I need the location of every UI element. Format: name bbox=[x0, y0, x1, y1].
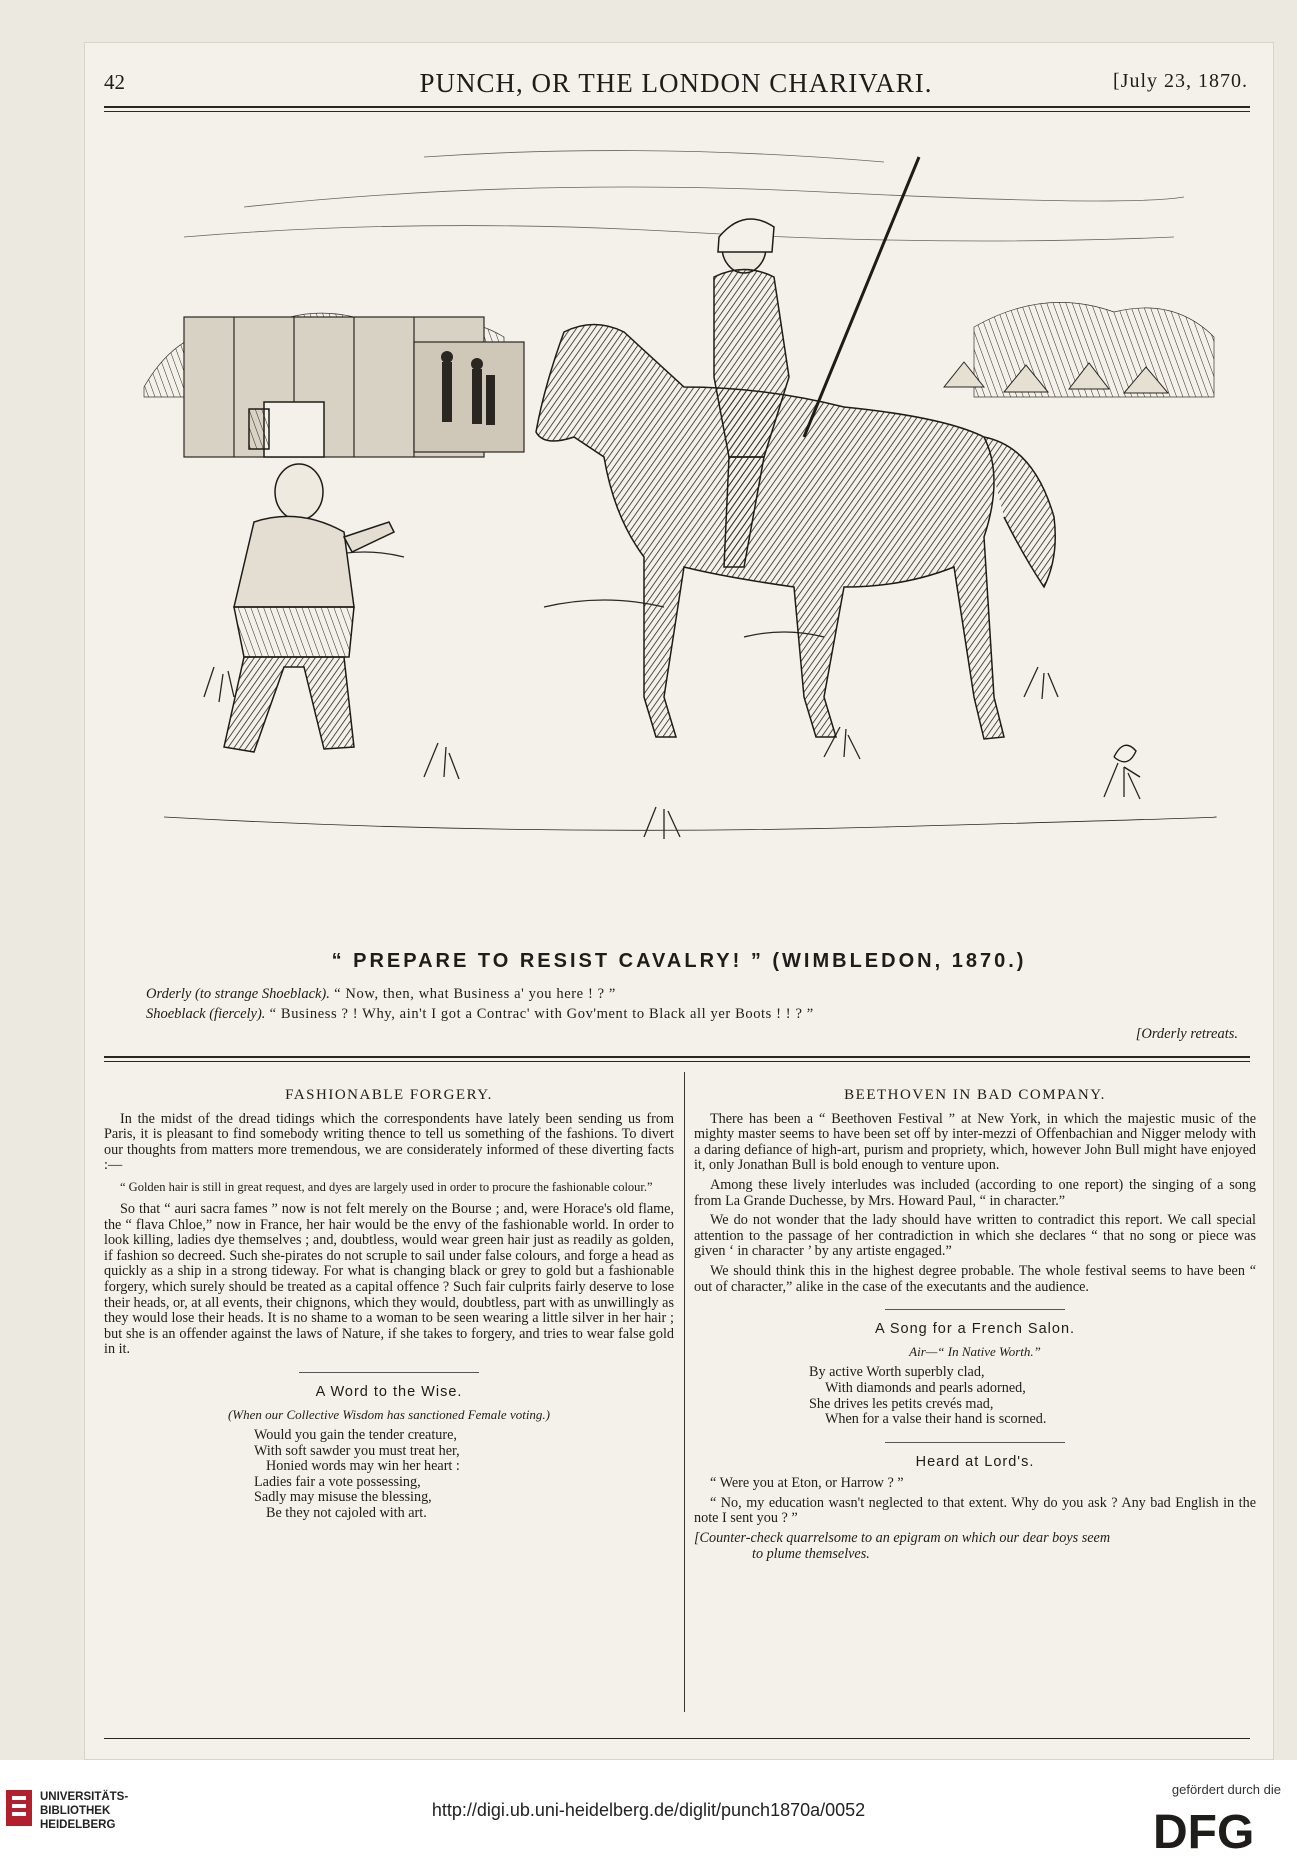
article-quote: “ Golden hair is still in great request, and dyes are largely used in order to procure the fashionable colour.” bbox=[120, 1179, 653, 1194]
header-rule bbox=[104, 106, 1250, 108]
article-paragraph: In the midst of the dread tidings which the correspondents have lately been sending us from Paris, it is pleasant to find somebody writing thence to tell us something of the fashions. To divert our thoughts from matters more tremendous, we are considerately informed of these diverting facts :— bbox=[104, 1110, 674, 1174]
left-column bbox=[104, 1088, 674, 1522]
article-note bbox=[694, 1531, 1256, 1562]
section-separator bbox=[885, 1442, 1065, 1443]
source-url-link[interactable]: http://digi.ub.uni-heidelberg.de/diglit/punch1870a/0052 bbox=[431, 1800, 866, 1820]
verse-line: Honied words may win her heart : bbox=[266, 1458, 460, 1475]
masthead-title: PUNCH, OR THE LONDON CHARIVARI. bbox=[419, 68, 933, 98]
verse-line: With diamonds and pearls adorned, bbox=[825, 1379, 1026, 1396]
article-heading-fashionable-forgery: FASHIONABLE FORGERY. bbox=[285, 1087, 493, 1103]
article-note-line: [Counter-check quarrelsome to an epigram on which our dear boys seem bbox=[694, 1530, 1111, 1547]
section-separator bbox=[299, 1372, 479, 1373]
verse-line: With soft sawder you must treat her, bbox=[254, 1442, 460, 1459]
verse-line: She drives les petits crevés mad, bbox=[809, 1395, 994, 1412]
article-paragraph: There has been a “ Beethoven Festival ” at New York, in which the majestic music of the mighty master seems to have been set off by inter-mezzi of Offenbachian and Nigger melody with a daring defiance of high-art, purism and propriety, which, however John Bull might have enjoyed it, only Jonathan Bull is bold enough to venture upon. bbox=[694, 1110, 1256, 1174]
caption-text-shoeblack: “ Business ? ! Why, ain't I got a Contrac' with Gov'ment to Black all yer Boots ! ! ? ” bbox=[269, 1006, 814, 1022]
page-bottom-rule bbox=[104, 1738, 1250, 1739]
cartoon-title: “ PREPARE TO RESIST CAVALRY! ” (WIMBLEDON, 1870.) bbox=[331, 950, 1027, 972]
column-divider bbox=[684, 1072, 685, 1712]
sky-cloud-lines bbox=[184, 151, 1184, 241]
caption-line-shoeblack bbox=[146, 1006, 814, 1023]
article-subheading: (When our Collective Wisdom has sanctioned Female voting.) bbox=[227, 1406, 551, 1422]
artist-monogram bbox=[1114, 745, 1140, 777]
article-note-line: to plume themselves. bbox=[752, 1545, 870, 1562]
right-column bbox=[694, 1088, 1256, 1562]
caption-speaker-orderly: Orderly (to strange Shoeblack). bbox=[146, 986, 330, 1002]
article-heading-beethoven: BEETHOVEN IN BAD COMPANY. bbox=[844, 1087, 1106, 1103]
caption-exit-note: [Orderly retreats. bbox=[1135, 1026, 1238, 1042]
song-air: Air—“ In Native Worth.” bbox=[909, 1343, 1041, 1359]
article-heading-heard-at-lords: Heard at Lord's. bbox=[915, 1453, 1035, 1470]
article-paragraph: So that “ auri sacra fames ” now is not felt merely on the Bourse ; and, were Horace's old flame, the “ flava Chloe,” now in France, her hair would be the envy of the fashionable world. In order to look killing, ladies dye themselves ; and, doubtless, would wear green hair just as readily as golden, if fashion so decreed. Such she-pirates do not scruple to sail under false colours, and forge a head as quickly as a ship in a strong tideway. For what is changing black or grey to gold but a fashionable forgery, which surely should be treated as a capital offence ? Such fair culprits fairly deserve to lose their heads, or, at all events, their chignons, which they would, doubtless, part with as unwillingly as they would lose their heads. It is no shame to a woman to be seen wearing a little silver in her hair ; but she is an offender against the laws of Nature, if she takes to forgery, and tries to wear false gold in it. bbox=[104, 1200, 674, 1358]
verse-block bbox=[104, 1428, 674, 1522]
funding-note: gefördert durch die bbox=[1171, 1782, 1281, 1797]
caption-speaker-shoeblack: Shoeblack (fiercely). bbox=[146, 1006, 266, 1022]
library-name-line: UNIVERSITÄTS- bbox=[40, 1791, 129, 1803]
article-paragraph: “ No, my education wasn't neglected to that extent. Why do you ask ? Any bad English in the note I sent you ? ” bbox=[694, 1494, 1256, 1527]
issue-date: [July 23, 1870. bbox=[1113, 70, 1248, 92]
caption-line-orderly bbox=[146, 986, 616, 1003]
article-paragraph: Among these lively interludes was included (according to one report) the singing of a song from La Grande Duchesse, by Mrs. Howard Paul, “ in character.” bbox=[694, 1176, 1256, 1209]
cartoon-bottom-rule-thin bbox=[104, 1061, 1250, 1062]
verse-line: Ladies fair a vote possessing, bbox=[254, 1473, 421, 1490]
dfg-logo-text: DFG bbox=[1153, 1806, 1255, 1854]
article-paragraph: “ Were you at Eton, or Harrow ? ” bbox=[710, 1475, 904, 1492]
digitization-footer bbox=[0, 1760, 1297, 1872]
library-name-line: HEIDELBERG bbox=[40, 1819, 116, 1831]
page-number: 42 bbox=[104, 70, 125, 94]
header-rule-thin bbox=[104, 111, 1250, 112]
verse-block bbox=[694, 1365, 1256, 1427]
dfg-logo-icon bbox=[1149, 1804, 1279, 1854]
verse-line: When for a valse their hand is scorned. bbox=[825, 1411, 1047, 1428]
article-heading-word-to-the-wise: A Word to the Wise. bbox=[315, 1383, 463, 1400]
library-name-line: BIBLIOTHEK bbox=[40, 1805, 111, 1817]
verse-line: Be they not cajoled with art. bbox=[266, 1505, 427, 1522]
verse-line: Would you gain the tender creature, bbox=[254, 1427, 457, 1444]
verse-line: Sadly may misuse the blessing, bbox=[254, 1489, 432, 1506]
section-separator bbox=[885, 1309, 1065, 1310]
cartoon-illustration bbox=[124, 137, 1234, 937]
cartoon-bottom-rule bbox=[104, 1056, 1250, 1058]
article-paragraph: We do not wonder that the lady should have written to contradict this report. We call special attention to the passage of her contradiction in which she declares “ that no song or piece was given ‘ in character ’ by any artiste engaged.” bbox=[694, 1212, 1256, 1260]
caption-text-orderly: “ Now, then, what Business a' you here ! ? ” bbox=[334, 986, 616, 1002]
page-header bbox=[104, 64, 1248, 104]
article-paragraph: We should think this in the highest degree probable. The whole festival seems to have been “ out of character,” alike in the case of the executants and the audience. bbox=[694, 1262, 1256, 1295]
verse-line: By active Worth superbly clad, bbox=[809, 1364, 985, 1381]
article-heading-french-salon: A Song for a French Salon. bbox=[874, 1321, 1076, 1338]
newspaper-page bbox=[84, 42, 1274, 1760]
